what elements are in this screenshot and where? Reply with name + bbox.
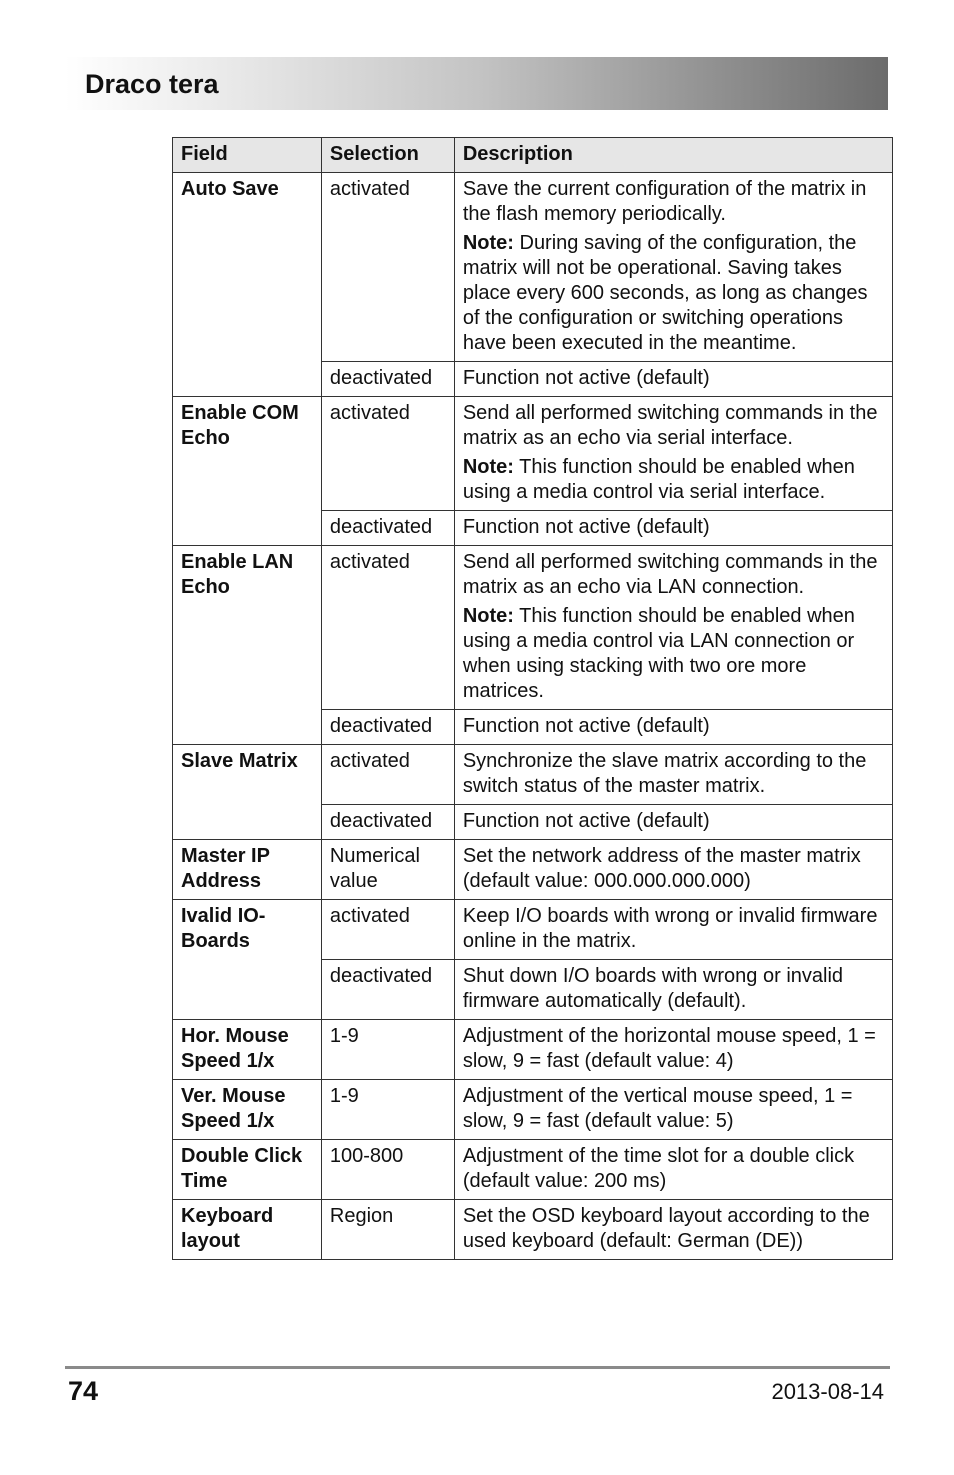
column-header-field: Field	[173, 138, 322, 173]
description-text: Synchronize the slave matrix according to the switch status of the master matrix.	[462, 750, 867, 797]
description-text: Set the network address of the master matrix (default value: 000.000.000.000)	[462, 845, 861, 892]
selection-cell: deactivated	[321, 960, 454, 1020]
description-cell	[454, 173, 892, 362]
description-cell	[454, 900, 892, 960]
note-text: This function should be enabled when using a media control via LAN connection or when using stacking with two ore more matrices.	[462, 605, 855, 702]
description-cell	[454, 745, 892, 805]
note-paragraph	[463, 455, 884, 505]
table-row	[173, 900, 893, 960]
field-name-cell: Slave Matrix	[173, 745, 322, 840]
description-cell	[454, 805, 892, 840]
note-label: Note:	[462, 232, 514, 254]
column-header-description: Description	[454, 138, 892, 173]
table-header	[173, 138, 893, 173]
note-text: During saving of the configuration, the matrix will not be operational. Saving takes place every 600 seconds, as long as changes of the configuration or switching operations have been executed in the meantime.	[462, 232, 868, 354]
field-name-cell: Enable COM Echo	[173, 397, 322, 546]
note-label: Note:	[462, 456, 514, 478]
note-label: Note:	[462, 605, 514, 627]
description-cell	[454, 1080, 892, 1140]
description-text: Adjustment of the vertical mouse speed, 1 = slow, 9 = fast (default value: 5)	[462, 1085, 853, 1132]
description-cell	[454, 960, 892, 1020]
column-header-selection: Selection	[321, 138, 454, 173]
table-header-row	[173, 138, 893, 173]
page-number: 74	[68, 1376, 99, 1406]
table-row	[173, 745, 893, 805]
description-cell	[454, 840, 892, 900]
table-row	[173, 173, 893, 362]
table-row	[173, 1140, 893, 1200]
field-name-cell: Master IP Address	[173, 840, 322, 900]
selection-cell: 100-800	[321, 1140, 454, 1200]
description-cell	[454, 1140, 892, 1200]
description-cell	[454, 397, 892, 511]
page-title: Draco tera	[85, 69, 219, 99]
description-text: Shut down I/O boards with wrong or invalid firmware automatically (default).	[462, 965, 844, 1012]
table-row	[173, 546, 893, 710]
description-text: Keep I/O boards with wrong or invalid firmware online in the matrix.	[462, 905, 878, 952]
note-paragraph	[463, 231, 884, 356]
description-text: Set the OSD keyboard layout according to the used keyboard (default: German (DE))	[462, 1205, 870, 1252]
field-name-cell: Ver. Mouse Speed 1/x	[173, 1080, 322, 1140]
description-cell	[454, 546, 892, 710]
table-row	[173, 1200, 893, 1260]
description-text: Function not active (default)	[462, 367, 710, 389]
field-name-cell: Enable LAN Echo	[173, 546, 322, 745]
description-text: Send all performed switching commands in the matrix as an echo via LAN connection.	[462, 551, 878, 598]
field-name-cell: Ivalid IO-Boards	[173, 900, 322, 1020]
selection-cell: activated	[321, 900, 454, 960]
description-text: Adjustment of the horizontal mouse speed, 1 = slow, 9 = fast (default value: 4)	[462, 1025, 876, 1072]
field-name-cell: Hor. Mouse Speed 1/x	[173, 1020, 322, 1080]
table-row	[173, 840, 893, 900]
field-name-cell: Keyboard layout	[173, 1200, 322, 1260]
selection-cell: 1-9	[321, 1080, 454, 1140]
description-cell	[454, 511, 892, 546]
note-text: This function should be enabled when using a media control via serial interface.	[462, 456, 855, 503]
settings-table	[172, 137, 893, 1260]
footer-date: 2013-08-14	[771, 1379, 884, 1404]
table-row	[173, 1020, 893, 1080]
description-cell	[454, 362, 892, 397]
description-text: Save the current configuration of the matrix in the flash memory periodically.	[462, 178, 867, 225]
description-cell	[454, 1020, 892, 1080]
selection-cell: activated	[321, 546, 454, 710]
selection-cell: deactivated	[321, 511, 454, 546]
selection-cell: activated	[321, 745, 454, 805]
field-name-cell: Double Click Time	[173, 1140, 322, 1200]
selection-cell: deactivated	[321, 362, 454, 397]
selection-cell: 1-9	[321, 1020, 454, 1080]
table-body	[173, 173, 893, 1260]
note-paragraph	[463, 604, 884, 704]
selection-cell: deactivated	[321, 805, 454, 840]
header-bar	[65, 57, 888, 110]
selection-cell: deactivated	[321, 710, 454, 745]
description-text: Function not active (default)	[462, 715, 710, 737]
selection-cell: activated	[321, 173, 454, 362]
footer-divider	[65, 1366, 890, 1369]
description-cell	[454, 1200, 892, 1260]
field-name-cell: Auto Save	[173, 173, 322, 397]
description-text: Adjustment of the time slot for a double click (default value: 200 ms)	[462, 1145, 855, 1192]
description-text: Function not active (default)	[462, 810, 710, 832]
description-cell	[454, 710, 892, 745]
selection-cell: Region	[321, 1200, 454, 1260]
selection-cell: Numerical value	[321, 840, 454, 900]
selection-cell: activated	[321, 397, 454, 511]
description-text: Function not active (default)	[462, 516, 710, 538]
table-row	[173, 1080, 893, 1140]
description-text: Send all performed switching commands in the matrix as an echo via serial interface.	[462, 402, 878, 449]
table-row	[173, 397, 893, 511]
